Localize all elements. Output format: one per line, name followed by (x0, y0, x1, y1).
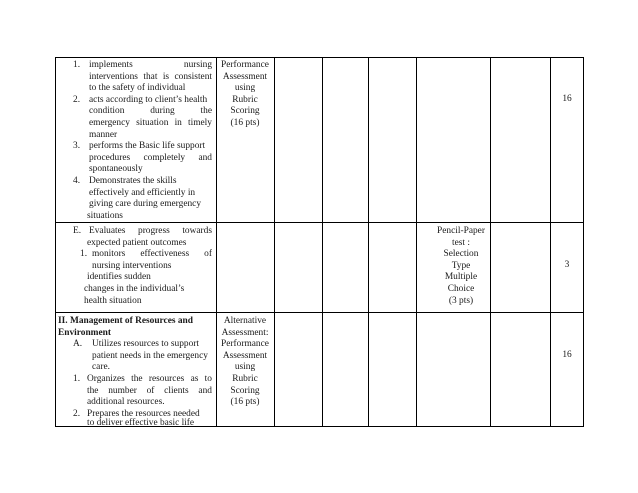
test-type-line: Type (451, 260, 471, 271)
assessment-line: Assessment: (221, 327, 269, 338)
objective-line: Utilizes resources to support (92, 339, 200, 350)
section-title: Environment (58, 327, 111, 338)
objective-line: spontaneously (89, 164, 143, 175)
assessment-line: using (234, 83, 256, 94)
table-border-top (55, 57, 584, 58)
column-line-3 (322, 57, 323, 427)
objective-line: performs the Basic life support (89, 141, 206, 152)
item-number: 1. (73, 374, 81, 384)
objective-line: situations (87, 210, 123, 221)
assessment-line: Performance (221, 60, 269, 70)
row-divider-2 (55, 312, 584, 313)
assessment-line: Alternative (223, 316, 267, 326)
table-border-right (583, 57, 584, 427)
objective-line: procedures completely and (89, 152, 212, 163)
assessment-line: Assessment (222, 71, 268, 82)
objective-line: to the safety of individual (89, 83, 186, 94)
assessment-line: Performance (221, 339, 269, 350)
objective-line: acts according to client’s health (89, 94, 208, 105)
row-2-points: 3 (564, 260, 570, 270)
objective-line: Demonstrates the skills (89, 176, 177, 186)
item-number: 4. (73, 176, 81, 186)
assessment-line: Scoring (230, 106, 260, 117)
objective-line: health situation (84, 295, 142, 306)
objective-line: to deliver effective basic life (87, 418, 195, 426)
table-border-bottom (55, 426, 584, 427)
objective-line: nursing interventions (92, 260, 172, 271)
row-3-points: 16 (562, 350, 572, 360)
objective-line: Prepares the resources needed (87, 408, 200, 419)
objective-line: Organizes the resources as to (87, 374, 212, 384)
assessment-line: (16 pts) (230, 397, 260, 408)
objective-line: the number of clients and (87, 385, 212, 396)
objective-line: patient needs in the emergency (92, 350, 208, 361)
objective-line: identifies sudden (87, 272, 151, 283)
test-type-line: (3 pts) (448, 295, 474, 306)
item-letter: A. (73, 339, 83, 350)
assessment-line: Rubric (232, 94, 258, 105)
column-line-0 (55, 57, 56, 427)
test-type-line: Pencil-Paper (437, 226, 485, 236)
objective-line: monitors effectiveness of (92, 249, 212, 260)
column-line-4 (368, 57, 369, 427)
item-number: 2. (73, 408, 81, 419)
test-type-line: Multiple (444, 272, 478, 283)
objective-line: expected patient outcomes (87, 237, 187, 248)
objective-line: implements nursing (89, 60, 212, 70)
item-number: 1. (80, 249, 88, 260)
objective-line: emergency situation in timely (89, 118, 212, 128)
assessment-line: Rubric (232, 374, 258, 384)
item-number: 1. (73, 60, 81, 70)
objective-line: interventions that is consistent (89, 71, 212, 82)
objective-line: condition during the (89, 106, 212, 117)
test-type-line: Selection (443, 249, 479, 260)
objective-line: care. (92, 362, 110, 373)
item-number: 3. (73, 141, 81, 152)
objective-line: effectively and efficiently in (89, 187, 196, 198)
assessment-line: Assessment (222, 350, 268, 361)
assessment-line: Scoring (230, 385, 260, 396)
assessment-line: using (234, 362, 256, 373)
test-type-line: test : (452, 237, 470, 248)
item-letter: E. (73, 226, 82, 236)
objective-line: giving care during emergency (89, 199, 202, 210)
objective-line: changes in the individual’s (84, 284, 185, 294)
row-divider-1 (55, 222, 584, 223)
objective-line: Evaluates progress towards (89, 226, 212, 236)
assessment-line: (16 pts) (230, 118, 260, 128)
section-title: II. Management of Resources and (58, 316, 193, 326)
item-number: 2. (73, 94, 81, 105)
objective-line: manner (89, 129, 118, 140)
objective-line: additional resources. (87, 397, 165, 408)
column-line-7 (550, 57, 551, 427)
test-type-line: Choice (447, 284, 475, 294)
row-1-points: 16 (562, 94, 572, 104)
column-line-2 (274, 57, 275, 427)
